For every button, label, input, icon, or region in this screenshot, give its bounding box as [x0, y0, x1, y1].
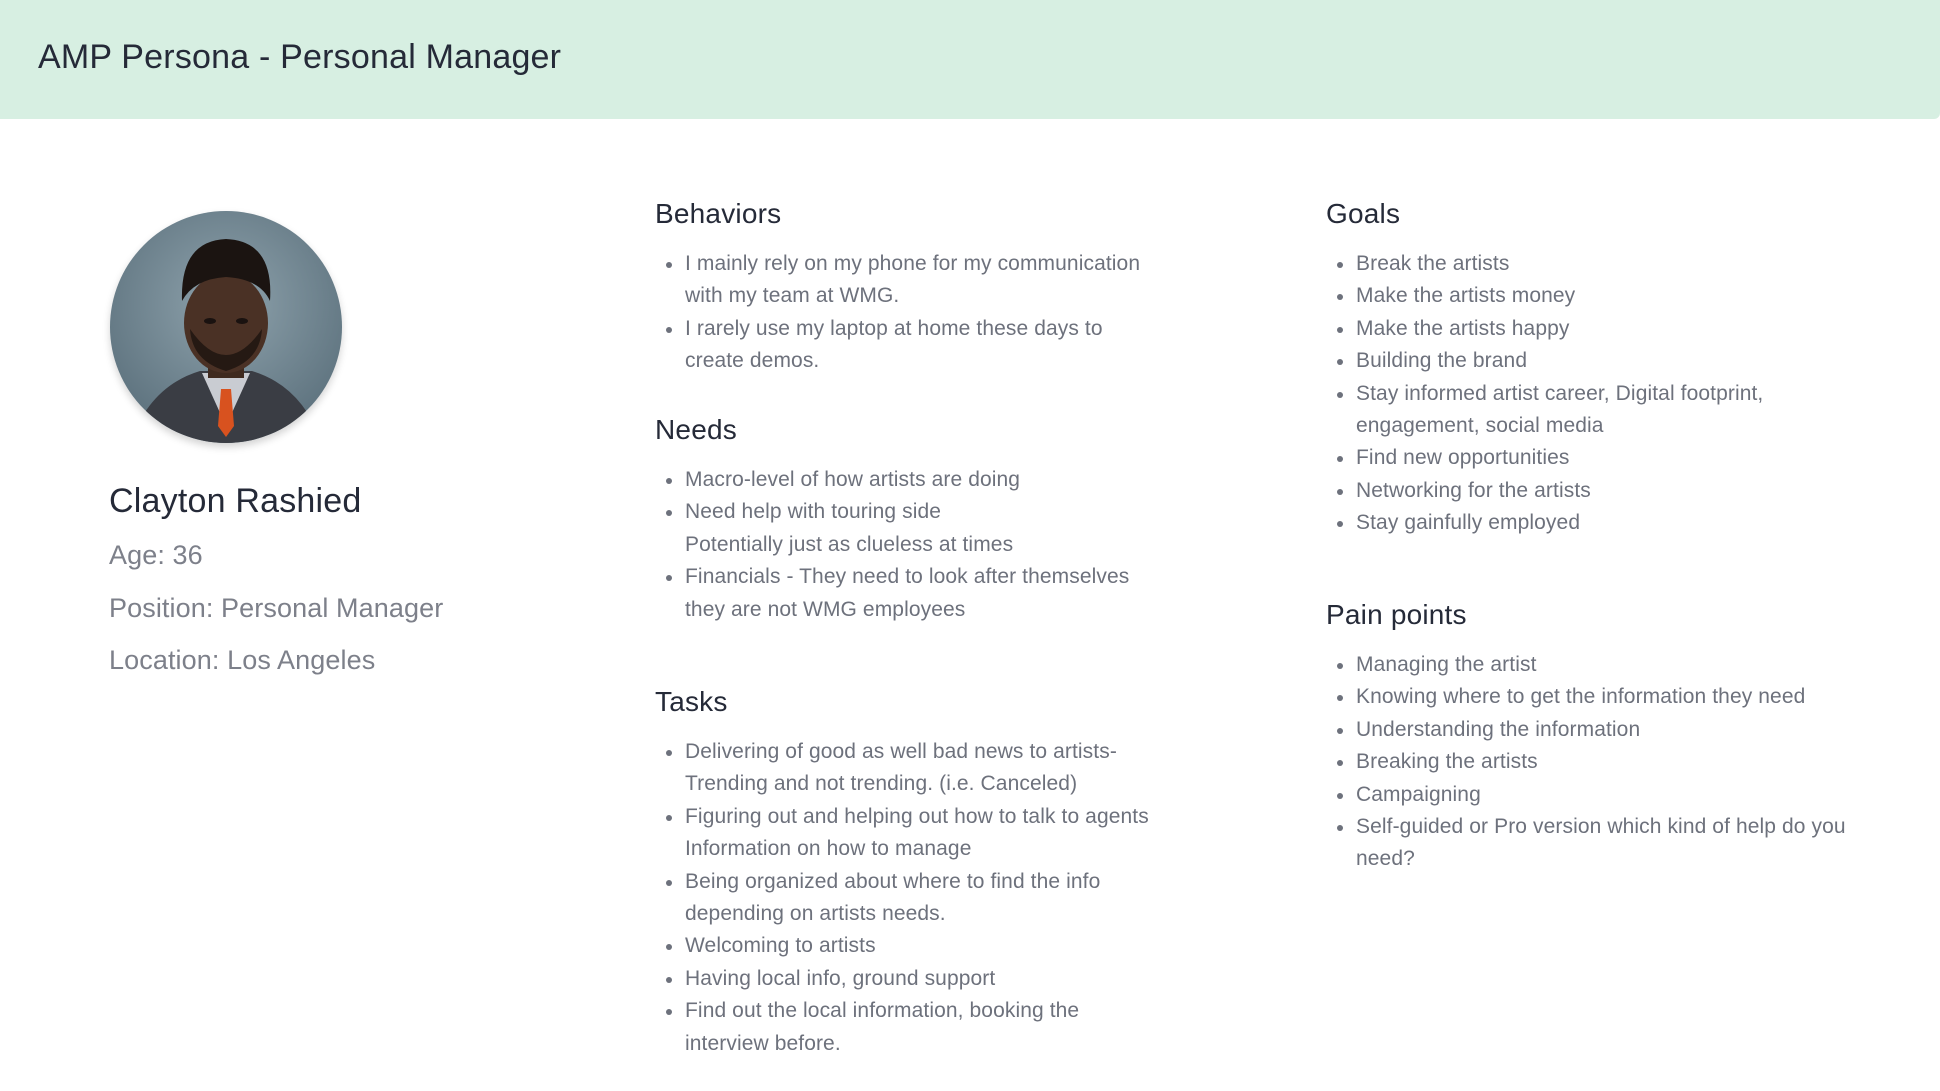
list-item: Managing the artist — [1326, 649, 1886, 681]
needs-title: Needs — [655, 414, 737, 445]
behaviors-list — [655, 248, 1195, 378]
list-item: Building the brand — [1326, 345, 1886, 377]
list-item: Breaking the artists — [1326, 746, 1886, 778]
persona-age: Age: 36 — [109, 540, 203, 570]
pain-points-list — [1326, 649, 1886, 876]
avatar-portrait-icon — [110, 211, 342, 443]
goals-section — [1326, 198, 1886, 540]
list-item: Stay informed artist career, Digital footprint, engagement, social media — [1326, 378, 1846, 443]
pain-points-title: Pain points — [1326, 599, 1467, 630]
list-item: Self-guided or Pro version which kind of help do you need? — [1326, 811, 1846, 876]
goals-title: Goals — [1326, 198, 1401, 229]
tasks-section — [655, 686, 1195, 1060]
list-item: Break the artists — [1326, 248, 1886, 280]
list-item: Financials - They need to look after themselves they are not WMG employees — [655, 561, 1175, 626]
needs-section — [655, 414, 1195, 626]
list-item: Make the artists happy — [1326, 313, 1886, 345]
list-item: Understanding the information — [1326, 714, 1886, 746]
list-item: Having local info, ground support — [655, 963, 1195, 995]
persona-position: Position: Personal Manager — [109, 593, 444, 623]
list-item: Find new opportunities — [1326, 442, 1886, 474]
list-item: Campaigning — [1326, 779, 1886, 811]
tasks-title: Tasks — [655, 686, 728, 717]
needs-list — [655, 464, 1195, 626]
avatar — [110, 211, 342, 443]
persona-name: Clayton Rashied — [109, 482, 362, 520]
page-title: AMP Persona - Personal Manager — [38, 38, 562, 76]
list-item: Delivering of good as well bad news to artists- Trending and not trending. (i.e. Canceled) — [655, 736, 1145, 801]
list-item: I rarely use my laptop at home these days to create demos. — [655, 313, 1125, 378]
list-item: Find out the local information, booking the interview before. — [655, 995, 1125, 1060]
list-item: Make the artists money — [1326, 280, 1886, 312]
list-item: Knowing where to get the information they need — [1326, 681, 1886, 713]
tasks-list — [655, 736, 1195, 1060]
list-item: Figuring out and helping out how to talk to agents Information on how to manage — [655, 801, 1195, 866]
list-item: Stay gainfully employed — [1326, 507, 1886, 539]
list-item: Need help with touring side Potentially just as clueless at times — [655, 496, 1195, 561]
list-item: Macro-level of how artists are doing — [655, 464, 1195, 496]
pain-points-section — [1326, 599, 1886, 876]
behaviors-section — [655, 198, 1195, 378]
list-item: I mainly rely on my phone for my communication with my team at WMG. — [655, 248, 1175, 313]
persona-location: Location: Los Angeles — [109, 645, 376, 675]
goals-list — [1326, 248, 1886, 540]
behaviors-title: Behaviors — [655, 198, 782, 229]
list-item: Networking for the artists — [1326, 475, 1886, 507]
list-item: Being organized about where to find the info depending on artists needs. — [655, 866, 1135, 931]
page-header — [0, 0, 1940, 119]
list-item: Welcoming to artists — [655, 930, 1195, 962]
